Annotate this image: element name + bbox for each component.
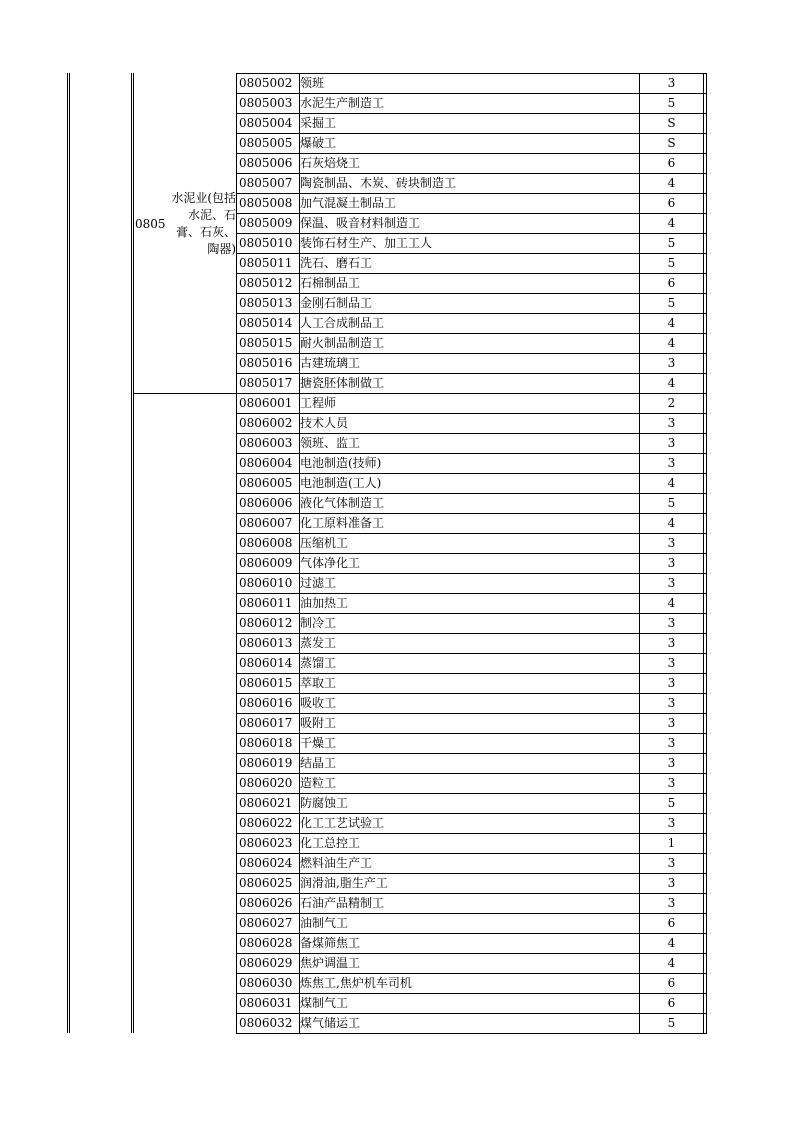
risk-level: 3 (640, 854, 704, 874)
row-edge (704, 654, 707, 674)
row-edge (704, 554, 707, 574)
row-edge (704, 774, 707, 794)
occupation-name: 液化气体制造工 (300, 494, 640, 514)
row-edge (704, 254, 707, 274)
occupation-name: 采掘工 (300, 114, 640, 134)
occupation-name: 化工总控工 (300, 834, 640, 854)
occupation-name: 压缩机工 (300, 534, 640, 554)
risk-level: 3 (640, 814, 704, 834)
occupation-name: 石棉制品工 (300, 274, 640, 294)
table-row (237, 154, 707, 174)
risk-level: 2 (640, 394, 704, 414)
occupation-code: 0805002 (237, 74, 300, 94)
row-edge (704, 894, 707, 914)
occupation-code: 0806028 (237, 934, 300, 954)
risk-level: 3 (640, 534, 704, 554)
row-edge (704, 94, 707, 114)
outer-border-left-1 (67, 73, 68, 1033)
occupation-name: 萃取工 (300, 674, 640, 694)
risk-level: 6 (640, 914, 704, 934)
occupation-name: 炼焦工,焦炉机车司机 (300, 974, 640, 994)
risk-level: 3 (640, 574, 704, 594)
table-row (237, 294, 707, 314)
occupation-name: 人工合成制品工 (300, 314, 640, 334)
group-code-0805: 0805 (135, 217, 166, 231)
row-edge (704, 394, 707, 414)
risk-level: 4 (640, 514, 704, 534)
row-edge (704, 734, 707, 754)
risk-level: 5 (640, 254, 704, 274)
table-row (237, 134, 707, 154)
table-row (237, 274, 707, 294)
occupation-table-body (237, 74, 707, 1034)
table-row (237, 354, 707, 374)
occupation-name: 电池制造(工人) (300, 474, 640, 494)
row-edge (704, 494, 707, 514)
risk-level: 6 (640, 974, 704, 994)
occupation-name: 搪瓷胚体制做工 (300, 374, 640, 394)
occupation-code: 0806009 (237, 554, 300, 574)
table-row (237, 494, 707, 514)
table-row (237, 954, 707, 974)
occupation-code: 0805006 (237, 154, 300, 174)
table-row (237, 74, 707, 94)
risk-level: 5 (640, 294, 704, 314)
table-row (237, 674, 707, 694)
row-edge (704, 74, 707, 94)
table-row (237, 94, 707, 114)
group-separator (133, 393, 236, 394)
occupation-code: 0806007 (237, 514, 300, 534)
row-edge (704, 594, 707, 614)
occupation-name: 备煤筛焦工 (300, 934, 640, 954)
table-row (237, 654, 707, 674)
occupation-code: 0805011 (237, 254, 300, 274)
outer-border-left-2 (69, 73, 70, 1033)
occupation-code: 0805015 (237, 334, 300, 354)
occupation-code: 0806003 (237, 434, 300, 454)
risk-level: 6 (640, 154, 704, 174)
occupation-name: 气体净化工 (300, 554, 640, 574)
occupation-name: 蒸发工 (300, 634, 640, 654)
risk-level: 3 (640, 734, 704, 754)
occupation-code: 0806011 (237, 594, 300, 614)
occupation-code: 0805008 (237, 194, 300, 214)
row-edge (704, 234, 707, 254)
occupation-name: 技术人员 (300, 414, 640, 434)
table-row (237, 114, 707, 134)
occupation-code: 0806001 (237, 394, 300, 414)
occupation-name: 润滑油,脂生产工 (300, 874, 640, 894)
risk-level: 5 (640, 94, 704, 114)
risk-level: 3 (640, 654, 704, 674)
occupation-code: 0805004 (237, 114, 300, 134)
row-edge (704, 454, 707, 474)
occupation-code: 0806018 (237, 734, 300, 754)
row-edge (704, 354, 707, 374)
occupation-name: 制冷工 (300, 614, 640, 634)
occupation-code: 0806030 (237, 974, 300, 994)
table-row (237, 374, 707, 394)
occupation-code: 0806025 (237, 874, 300, 894)
occupation-code: 0806023 (237, 834, 300, 854)
occupation-name: 电池制造(技师) (300, 454, 640, 474)
risk-level: 4 (640, 954, 704, 974)
table-row (237, 774, 707, 794)
table-row (237, 434, 707, 454)
occupation-code: 0806021 (237, 794, 300, 814)
occupation-code: 0806032 (237, 1014, 300, 1034)
occupation-code: 0805012 (237, 274, 300, 294)
occupation-code: 0805013 (237, 294, 300, 314)
table-row (237, 514, 707, 534)
occupation-code: 0805005 (237, 134, 300, 154)
occupation-code: 0806017 (237, 714, 300, 734)
risk-level: 3 (640, 714, 704, 734)
row-edge (704, 274, 707, 294)
risk-level: 4 (640, 474, 704, 494)
row-edge (704, 534, 707, 554)
table-row (237, 794, 707, 814)
risk-level: 3 (640, 614, 704, 634)
table-row (237, 594, 707, 614)
row-edge (704, 334, 707, 354)
row-edge (704, 674, 707, 694)
row-edge (704, 474, 707, 494)
occupation-name: 造粒工 (300, 774, 640, 794)
risk-level: 4 (640, 314, 704, 334)
occupation-name: 保温、吸音材料制造工 (300, 214, 640, 234)
risk-level: 3 (640, 454, 704, 474)
row-edge (704, 114, 707, 134)
risk-level: 3 (640, 74, 704, 94)
row-edge (704, 134, 707, 154)
risk-level: 3 (640, 894, 704, 914)
occupation-code: 0806012 (237, 614, 300, 634)
table-row (237, 394, 707, 414)
risk-level: 4 (640, 934, 704, 954)
occupation-name: 水泥生产制造工 (300, 94, 640, 114)
table-row (237, 854, 707, 874)
table-row (237, 534, 707, 554)
occupation-name: 工程师 (300, 394, 640, 414)
risk-level: 3 (640, 694, 704, 714)
occupation-name: 过滤工 (300, 574, 640, 594)
row-edge (704, 934, 707, 954)
occupation-code: 0805009 (237, 214, 300, 234)
occupation-code: 0806019 (237, 754, 300, 774)
table-row (237, 554, 707, 574)
row-edge (704, 974, 707, 994)
row-edge (704, 694, 707, 714)
occupation-code: 0805010 (237, 234, 300, 254)
occupation-code: 0806006 (237, 494, 300, 514)
occupation-name: 焦炉调温工 (300, 954, 640, 974)
risk-level: 3 (640, 554, 704, 574)
row-edge (704, 154, 707, 174)
occupation-code: 0806020 (237, 774, 300, 794)
row-edge (704, 174, 707, 194)
occupation-code: 0805016 (237, 354, 300, 374)
risk-level: 4 (640, 174, 704, 194)
occupation-name: 领班 (300, 74, 640, 94)
risk-level: 3 (640, 874, 704, 894)
risk-level: 3 (640, 754, 704, 774)
occupation-code: 0806024 (237, 854, 300, 874)
table-row (237, 234, 707, 254)
occupation-name: 防腐蚀工 (300, 794, 640, 814)
table-row (237, 634, 707, 654)
occupation-code: 0806026 (237, 894, 300, 914)
occupation-code: 0806004 (237, 454, 300, 474)
risk-level: 5 (640, 794, 704, 814)
risk-level: S (640, 134, 704, 154)
table-row (237, 334, 707, 354)
row-edge (704, 574, 707, 594)
table-row (237, 914, 707, 934)
occupation-name: 古建琉璃工 (300, 354, 640, 374)
occupation-code: 0806022 (237, 814, 300, 834)
occupation-name: 爆破工 (300, 134, 640, 154)
occupation-name: 结晶工 (300, 754, 640, 774)
table-row (237, 414, 707, 434)
table-row (237, 974, 707, 994)
table-row (237, 174, 707, 194)
occupation-code: 0806027 (237, 914, 300, 934)
row-edge (704, 414, 707, 434)
row-edge (704, 1014, 707, 1034)
occupation-name: 石灰焙烧工 (300, 154, 640, 174)
row-edge (704, 954, 707, 974)
table-row (237, 314, 707, 334)
table-row (237, 714, 707, 734)
row-edge (704, 514, 707, 534)
occupation-name: 加气混凝土制品工 (300, 194, 640, 214)
row-edge (704, 914, 707, 934)
row-edge (704, 754, 707, 774)
table-row (237, 214, 707, 234)
occupation-code: 0805014 (237, 314, 300, 334)
risk-level: 3 (640, 434, 704, 454)
occupation-code: 0806015 (237, 674, 300, 694)
row-edge (704, 634, 707, 654)
risk-level: 3 (640, 674, 704, 694)
table-row (237, 474, 707, 494)
table-row (237, 194, 707, 214)
risk-level: 5 (640, 234, 704, 254)
occupation-name: 煤制气工 (300, 994, 640, 1014)
risk-level: 5 (640, 1014, 704, 1034)
row-edge (704, 374, 707, 394)
row-edge (704, 874, 707, 894)
risk-level: 6 (640, 274, 704, 294)
table-row (237, 454, 707, 474)
group-border-left-2 (133, 73, 134, 1033)
table-row (237, 1014, 707, 1034)
risk-level: 6 (640, 194, 704, 214)
table-row (237, 734, 707, 754)
table-row (237, 934, 707, 954)
group-border-left-1 (131, 73, 132, 1033)
risk-level: 4 (640, 374, 704, 394)
row-edge (704, 294, 707, 314)
occupation-name: 石油产品精制工 (300, 894, 640, 914)
risk-level: 4 (640, 214, 704, 234)
occupation-name: 煤气储运工 (300, 1014, 640, 1034)
row-edge (704, 434, 707, 454)
occupation-code: 0805003 (237, 94, 300, 114)
occupation-name: 洗石、磨石工 (300, 254, 640, 274)
occupation-code: 0805007 (237, 174, 300, 194)
table-row (237, 614, 707, 634)
occupation-code: 0806005 (237, 474, 300, 494)
occupation-code: 0805017 (237, 374, 300, 394)
risk-level: 4 (640, 594, 704, 614)
occupation-name: 油加热工 (300, 594, 640, 614)
occupation-name: 吸附工 (300, 714, 640, 734)
occupation-code: 0806016 (237, 694, 300, 714)
table-row (237, 754, 707, 774)
risk-level: 3 (640, 354, 704, 374)
table-row (237, 814, 707, 834)
risk-level: S (640, 114, 704, 134)
row-edge (704, 614, 707, 634)
row-edge (704, 814, 707, 834)
occupation-code: 0806010 (237, 574, 300, 594)
risk-level: 1 (640, 834, 704, 854)
row-edge (704, 994, 707, 1014)
table-row (237, 874, 707, 894)
occupation-code: 0806014 (237, 654, 300, 674)
table-row (237, 894, 707, 914)
row-edge (704, 714, 707, 734)
table-row (237, 834, 707, 854)
risk-level: 4 (640, 334, 704, 354)
table-row (237, 574, 707, 594)
occupation-name: 耐火制品制造工 (300, 334, 640, 354)
row-edge (704, 214, 707, 234)
row-edge (704, 834, 707, 854)
occupation-name: 干燥工 (300, 734, 640, 754)
table-row (237, 994, 707, 1014)
occupation-name: 油制气工 (300, 914, 640, 934)
row-edge (704, 194, 707, 214)
occupation-code: 0806008 (237, 534, 300, 554)
table-row (237, 694, 707, 714)
table-row (237, 254, 707, 274)
occupation-name: 蒸馏工 (300, 654, 640, 674)
row-edge (704, 854, 707, 874)
occupation-name: 化工原料准备工 (300, 514, 640, 534)
occupation-code: 0806002 (237, 414, 300, 434)
row-edge (704, 794, 707, 814)
risk-level: 3 (640, 634, 704, 654)
occupation-name: 领班、监工 (300, 434, 640, 454)
row-edge (704, 314, 707, 334)
occupation-code: 0806013 (237, 634, 300, 654)
risk-level: 6 (640, 994, 704, 1014)
occupation-table (236, 73, 707, 1034)
risk-level: 5 (640, 494, 704, 514)
risk-level: 3 (640, 774, 704, 794)
occupation-name: 吸收工 (300, 694, 640, 714)
group-name-0805: 水泥业(包括水泥、石膏、石灰、陶器) (171, 191, 236, 256)
occupation-code: 0806029 (237, 954, 300, 974)
occupation-name: 金刚石制品工 (300, 294, 640, 314)
occupation-name: 装饰石材生产、加工工人 (300, 234, 640, 254)
occupation-name: 燃料油生产工 (300, 854, 640, 874)
risk-level: 3 (640, 414, 704, 434)
occupation-name: 陶瓷制品、木炭、砖块制造工 (300, 174, 640, 194)
occupation-name: 化工工艺试验工 (300, 814, 640, 834)
occupation-code: 0806031 (237, 994, 300, 1014)
